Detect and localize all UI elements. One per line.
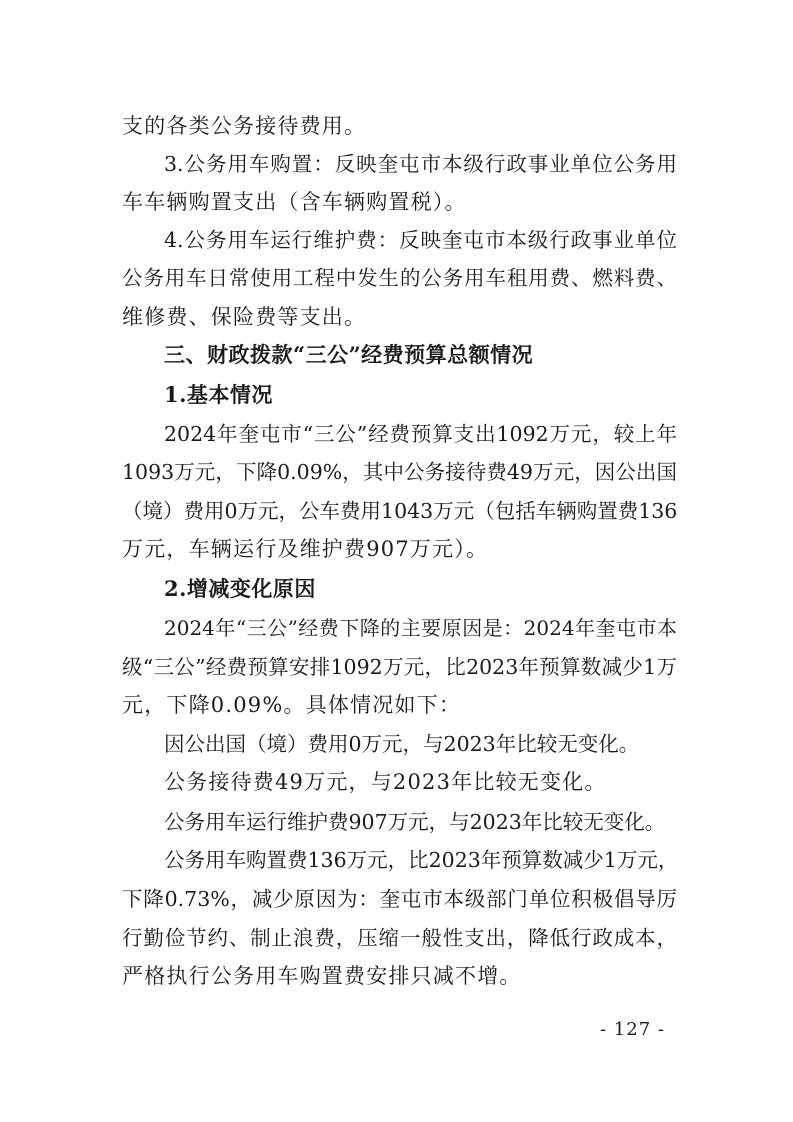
- text-line: 4.公务用车运行维护费：反映奎屯市本级行政事业单位: [164, 228, 677, 252]
- text-line: 下降0.73%，减少原因为：奎屯市本级部门单位积极倡导厉: [122, 887, 677, 911]
- text-line: 3.公务用车购置：反映奎屯市本级行政事业单位公务用: [164, 152, 677, 176]
- section-heading: 三、财政拨款“三公”经费预算总额情况: [164, 342, 534, 367]
- text-line: 级“三公”经费预算安排1092万元，比2023年预算数减少1万: [122, 655, 677, 679]
- text-line: 行勤俭节约、制止浪费，压缩一般性支出，降低行政成本，: [122, 926, 677, 950]
- subsection-heading: 2.增减变化原因: [164, 576, 316, 601]
- text-line: 公务用车日常使用工程中发生的公务用车租用费、燃料费、: [122, 266, 677, 290]
- text-line: 严格执行公务用车购置费安排只减不增。: [122, 964, 522, 988]
- page-number: - 127 -: [600, 1019, 665, 1040]
- text-line: 公务用车运行维护费907万元，与2023年比较无变化。: [164, 810, 666, 834]
- text-line: 公务接待费49万元，与2023年比较无变化。: [164, 770, 607, 794]
- text-line: 维修费、保险费等支出。: [122, 305, 367, 329]
- text-line: 万元，车辆运行及维护费907万元）。: [122, 537, 489, 561]
- text-line: 2024年奎屯市“三公”经费预算支出1092万元，较上年: [164, 422, 677, 446]
- text-line: 支的各类公务接待费用。: [122, 114, 367, 138]
- text-line: 公务用车购置费136万元，比2023年预算数减少1万元，: [164, 848, 679, 872]
- text-line: 车车辆购置支出（含车辆购置税）。: [122, 190, 467, 214]
- text-line: 元，下降0.09%。具体情况如下：: [122, 693, 462, 717]
- text-line: 因公出国（境）费用0万元，与2023年比较无变化。: [164, 732, 640, 756]
- text-line: 1093万元，下降0.09%，其中公务接待费49万元，因公出国: [122, 460, 677, 484]
- text-line: （境）费用0万元，公车费用1043万元（包括车辆购置费136: [122, 499, 678, 523]
- text-line: 2024年“三公”经费下降的主要原因是：2024年奎屯市本: [164, 616, 677, 640]
- subsection-heading: 1.基本情况: [164, 382, 273, 407]
